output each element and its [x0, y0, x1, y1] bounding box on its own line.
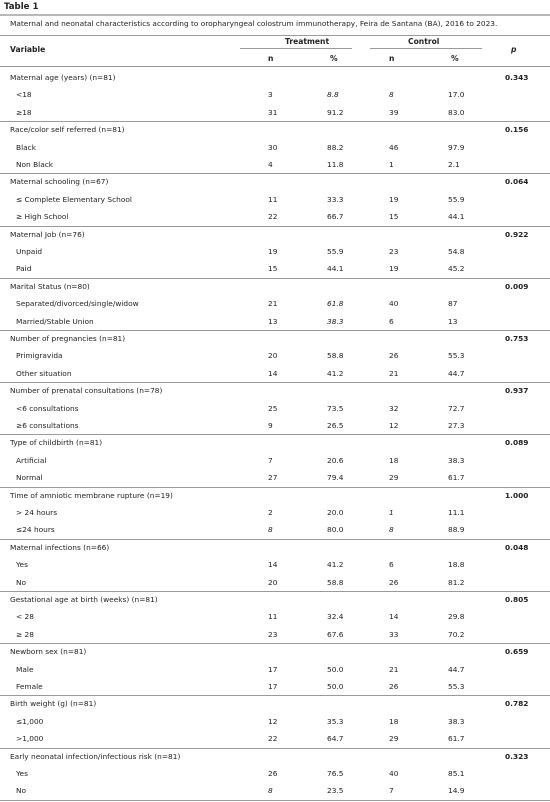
category-row: [0, 160, 550, 172]
control-n-cell: 1: [389, 508, 394, 517]
control-pct-header: %: [451, 54, 459, 63]
p-value-cell: 0.048: [505, 542, 529, 552]
control-n-cell: 12: [389, 421, 399, 430]
control-n-cell: 6: [389, 560, 394, 570]
table-caption: Maternal and neonatal characteristics according to oropharyngeal colostrum immunotherapy, Feira de Santana (BA), 2016 to 2023.: [10, 19, 498, 28]
treatment-n-cell: 21: [268, 299, 278, 309]
variable-label: Number of prenatal consultations (n=78): [10, 386, 163, 396]
group-separator: [0, 330, 550, 331]
group-separator: [0, 434, 550, 435]
control-n-cell: 19: [389, 264, 399, 274]
category-label: Non Black: [16, 160, 54, 169]
variable-row: [0, 73, 550, 85]
category-row: [0, 90, 550, 102]
category-label: Yes: [16, 560, 28, 570]
treatment-n-cell: 11: [268, 612, 278, 622]
category-row: [0, 369, 550, 381]
group-separator: [0, 643, 550, 644]
control-n-cell: 1: [389, 160, 394, 169]
control-pct-cell: 54.8: [448, 247, 465, 256]
treatment-pct-cell: 38.3: [327, 316, 344, 326]
treatment-pct-cell: 32.4: [327, 612, 344, 622]
treatment-pct-cell: 80.0: [327, 525, 344, 535]
category-row: [0, 769, 550, 781]
treatment-n-cell: 11: [268, 194, 278, 204]
control-n-cell: 29: [389, 734, 399, 744]
treatment-pct-cell: 66.7: [327, 212, 344, 222]
variable-label: Birth weight (g) (n=81): [10, 699, 97, 709]
category-row: [0, 786, 550, 798]
variable-label: Race/color self referred (n=81): [10, 125, 125, 135]
variable-label: Time of amniotic membrane rupture (n=19): [10, 490, 173, 500]
category-label: Separated/divorced/single/widow: [16, 299, 139, 309]
treatment-pct-cell: 20.0: [327, 508, 344, 517]
control-n-cell: 40: [389, 769, 399, 778]
control-n-cell: 33: [389, 629, 399, 639]
category-row: [0, 508, 550, 520]
category-label: ≥6 consultations: [16, 421, 79, 430]
treatment-pct-cell: 26.5: [327, 421, 344, 430]
treatment-n-cell: 19: [268, 247, 278, 256]
treatment-n-cell: 30: [268, 142, 278, 152]
p-value-cell: 0.343: [505, 73, 529, 82]
treatment-pct-cell: 23.5: [327, 786, 344, 796]
control-n-cell: 6: [389, 316, 394, 326]
group-separator: [0, 695, 550, 696]
treatment-pct-cell: 67.6: [327, 629, 344, 639]
control-pct-cell: 61.7: [448, 734, 465, 744]
table-label: Table 1: [4, 2, 39, 12]
header-bottom-rule: [0, 66, 550, 67]
category-label: < 28: [16, 612, 34, 622]
control-n-cell: 26: [389, 682, 399, 691]
control-n-cell: 29: [389, 473, 399, 483]
control-pct-cell: 17.0: [448, 90, 465, 100]
p-value-cell: 0.937: [505, 386, 529, 396]
category-label: Married/Stable Union: [16, 316, 94, 326]
p-value-cell: 0.323: [505, 751, 529, 761]
treatment-span-rule: [240, 48, 352, 49]
p-value-cell: 0.156: [505, 125, 529, 135]
treatment-n-cell: 14: [268, 560, 278, 570]
category-label: Female: [16, 682, 43, 691]
top-rule: [0, 35, 550, 36]
control-n-cell: 21: [389, 368, 399, 378]
category-label: Artificial: [16, 455, 47, 465]
control-n-cell: 26: [389, 577, 399, 587]
category-label: Normal: [16, 473, 43, 483]
category-row: [0, 317, 550, 329]
category-row: [0, 247, 550, 259]
control-n-header: n: [389, 54, 395, 63]
group-separator: [0, 748, 550, 749]
variable-label: Maternal infections (n=66): [10, 542, 110, 552]
control-pct-cell: 87: [448, 299, 458, 309]
treatment-pct-cell: 58.8: [327, 351, 344, 361]
category-label: Male: [16, 664, 34, 674]
category-label: Yes: [16, 769, 28, 778]
variable-row: [0, 282, 550, 294]
category-label: ≥ 28: [16, 629, 34, 639]
treatment-pct-cell: 41.2: [327, 560, 344, 570]
group-separator: [0, 226, 550, 227]
category-label: ≥ High School: [16, 212, 69, 222]
category-row: [0, 734, 550, 746]
control-pct-cell: 55.3: [448, 682, 465, 691]
control-pct-cell: 85.1: [448, 769, 465, 778]
treatment-n-cell: 7: [268, 455, 273, 465]
variable-row: [0, 438, 550, 450]
variable-label: Maternal age (years) (n=81): [10, 73, 116, 82]
variable-label: Maternal schooling (n=67): [10, 177, 109, 187]
p-value-cell: 0.009: [505, 281, 529, 291]
control-pct-cell: 55.9: [448, 194, 465, 204]
variable-row: [0, 177, 550, 189]
title-rule: [0, 14, 550, 16]
variable-label: Early neonatal infection/infectious risk (n=81): [10, 751, 181, 761]
control-n-cell: 19: [389, 194, 399, 204]
treatment-n-cell: 15: [268, 264, 278, 274]
control-n-cell: 18: [389, 716, 399, 726]
group-separator: [0, 278, 550, 279]
p-value-cell: 1.000: [505, 490, 529, 500]
treatment-n-cell: 26: [268, 769, 278, 778]
category-label: <18: [16, 90, 32, 100]
variable-row: [0, 125, 550, 137]
treatment-pct-cell: 79.4: [327, 473, 344, 483]
variable-row: [0, 230, 550, 242]
category-row: [0, 717, 550, 729]
category-row: [0, 143, 550, 155]
treatment-pct-cell: 35.3: [327, 716, 344, 726]
category-label: <6 consultations: [16, 403, 79, 413]
treatment-pct-cell: 91.2: [327, 107, 344, 117]
treatment-pct-cell: 41.2: [327, 368, 344, 378]
category-label: ≤24 hours: [16, 525, 55, 535]
control-pct-cell: 81.2: [448, 577, 465, 587]
treatment-pct-cell: 55.9: [327, 247, 344, 256]
control-n-cell: 26: [389, 351, 399, 361]
bottom-rule: [0, 800, 550, 801]
treatment-pct-header: %: [330, 54, 338, 63]
variable-row: [0, 752, 550, 764]
treatment-pct-cell: 20.6: [327, 455, 344, 465]
control-pct-cell: 38.3: [448, 716, 465, 726]
treatment-n-cell: 13: [268, 316, 278, 326]
category-row: [0, 612, 550, 624]
group-separator: [0, 487, 550, 488]
control-n-cell: 46: [389, 142, 399, 152]
category-row: [0, 404, 550, 416]
category-row: [0, 421, 550, 433]
treatment-n-cell: 22: [268, 212, 278, 222]
variable-label: Maternal Job (n=76): [10, 229, 85, 239]
control-pct-cell: 11.1: [448, 508, 465, 517]
variable-row: [0, 334, 550, 346]
treatment-n-cell: 17: [268, 664, 278, 674]
category-row: [0, 264, 550, 276]
treatment-n-cell: 27: [268, 473, 278, 483]
treatment-n-cell: 9: [268, 421, 273, 430]
control-pct-cell: 55.3: [448, 351, 465, 361]
treatment-n-cell: 20: [268, 577, 278, 587]
control-n-cell: 15: [389, 212, 399, 222]
category-label: ≥18: [16, 107, 32, 117]
group-separator: [0, 591, 550, 592]
control-n-cell: 23: [389, 247, 399, 256]
control-pct-cell: 72.7: [448, 403, 465, 413]
category-label: Unpaid: [16, 247, 43, 256]
treatment-pct-cell: 64.7: [327, 734, 344, 744]
control-n-cell: 40: [389, 299, 399, 309]
category-label: ≤ Complete Elementary School: [16, 194, 132, 204]
control-pct-cell: 45.2: [448, 264, 465, 274]
treatment-n-cell: 14: [268, 368, 278, 378]
control-pct-cell: 38.3: [448, 455, 465, 465]
category-label: > 24 hours: [16, 508, 58, 517]
control-pct-cell: 97.9: [448, 142, 465, 152]
p-value-cell: 0.922: [505, 229, 529, 239]
treatment-pct-cell: 33.3: [327, 194, 344, 204]
treatment-n-cell: 22: [268, 734, 278, 744]
treatment-pct-cell: 50.0: [327, 664, 344, 674]
control-pct-cell: 29.8: [448, 612, 465, 622]
treatment-n-cell: 25: [268, 403, 278, 413]
category-row: [0, 525, 550, 537]
category-row: [0, 578, 550, 590]
category-label: Paid: [16, 264, 32, 274]
category-row: [0, 630, 550, 642]
control-n-cell: 14: [389, 612, 399, 622]
category-label: Other situation: [16, 368, 72, 378]
treatment-pct-cell: 44.1: [327, 264, 344, 274]
treatment-n-cell: 23: [268, 629, 278, 639]
control-pct-cell: 13: [448, 316, 458, 326]
variable-row: [0, 699, 550, 711]
p-value-cell: 0.064: [505, 177, 529, 187]
category-label: ≤1,000: [16, 716, 44, 726]
variable-row: [0, 491, 550, 503]
control-pct-cell: 44.1: [448, 212, 465, 222]
category-row: [0, 212, 550, 224]
control-n-cell: 7: [389, 786, 394, 796]
variable-label: Number of pregnancies (n=81): [10, 334, 126, 343]
treatment-pct-cell: 50.0: [327, 682, 344, 691]
category-label: No: [16, 786, 27, 796]
category-label: Black: [16, 142, 36, 152]
control-pct-cell: 18.8: [448, 560, 465, 570]
p-value-cell: 0.659: [505, 647, 529, 657]
variable-row: [0, 543, 550, 555]
treatment-n-cell: 12: [268, 716, 278, 726]
p-value-cell: 0.782: [505, 699, 529, 709]
category-label: No: [16, 577, 27, 587]
treatment-n-header: n: [268, 54, 274, 63]
control-n-cell: 32: [389, 403, 399, 413]
control-pct-cell: 61.7: [448, 473, 465, 483]
control-pct-cell: 88.9: [448, 525, 465, 535]
treatment-n-cell: 8: [268, 525, 273, 535]
control-pct-cell: 83.0: [448, 107, 465, 117]
treatment-pct-cell: 8.8: [327, 90, 339, 100]
category-row: [0, 682, 550, 694]
variable-label: Type of childbirth (n=81): [10, 438, 103, 448]
treatment-pct-cell: 58.8: [327, 577, 344, 587]
treatment-pct-cell: 88.2: [327, 142, 344, 152]
control-span-rule: [370, 48, 482, 49]
variable-label: Marital Status (n=80): [10, 281, 90, 291]
group-separator: [0, 173, 550, 174]
p-value-cell: 0.805: [505, 595, 529, 604]
category-label: >1,000: [16, 734, 44, 744]
treatment-n-cell: 8: [268, 786, 273, 796]
category-row: [0, 108, 550, 120]
treatment-n-cell: 3: [268, 90, 273, 100]
treatment-pct-cell: 73.5: [327, 403, 344, 413]
p-value-cell: 0.753: [505, 334, 529, 343]
control-pct-cell: 44.7: [448, 664, 465, 674]
variable-label: Newborn sex (n=81): [10, 647, 87, 657]
category-row: [0, 473, 550, 485]
control-pct-cell: 14.9: [448, 786, 465, 796]
treatment-n-cell: 31: [268, 107, 278, 117]
treatment-n-cell: 20: [268, 351, 278, 361]
control-header: Control: [408, 37, 440, 46]
treatment-pct-cell: 76.5: [327, 769, 344, 778]
control-pct-cell: 44.7: [448, 368, 465, 378]
category-row: [0, 456, 550, 468]
treatment-n-cell: 17: [268, 682, 278, 691]
group-separator: [0, 382, 550, 383]
variable-label: Gestational age at birth (weeks) (n=81): [10, 595, 158, 604]
category-row: [0, 351, 550, 363]
treatment-n-cell: 2: [268, 508, 273, 517]
variable-row: [0, 595, 550, 607]
category-row: [0, 665, 550, 677]
group-separator: [0, 539, 550, 540]
p-value-cell: 0.089: [505, 438, 529, 448]
control-n-cell: 18: [389, 455, 399, 465]
control-pct-cell: 2.1: [448, 160, 460, 169]
control-n-cell: 21: [389, 664, 399, 674]
treatment-pct-cell: 61.8: [327, 299, 344, 309]
treatment-header: Treatment: [285, 37, 330, 46]
control-pct-cell: 70.2: [448, 629, 465, 639]
control-n-cell: 8: [389, 90, 394, 100]
category-row: [0, 299, 550, 311]
category-row: [0, 560, 550, 572]
category-row: [0, 195, 550, 207]
control-n-cell: 8: [389, 525, 394, 535]
variable-header: Variable: [10, 45, 46, 54]
treatment-n-cell: 4: [268, 160, 273, 169]
group-separator: [0, 121, 550, 122]
control-n-cell: 39: [389, 107, 399, 117]
category-label: Primigravida: [16, 351, 63, 361]
control-pct-cell: 27.3: [448, 421, 465, 430]
variable-row: [0, 386, 550, 398]
treatment-pct-cell: 11.8: [327, 160, 344, 169]
variable-row: [0, 647, 550, 659]
p-header: p: [511, 45, 517, 54]
